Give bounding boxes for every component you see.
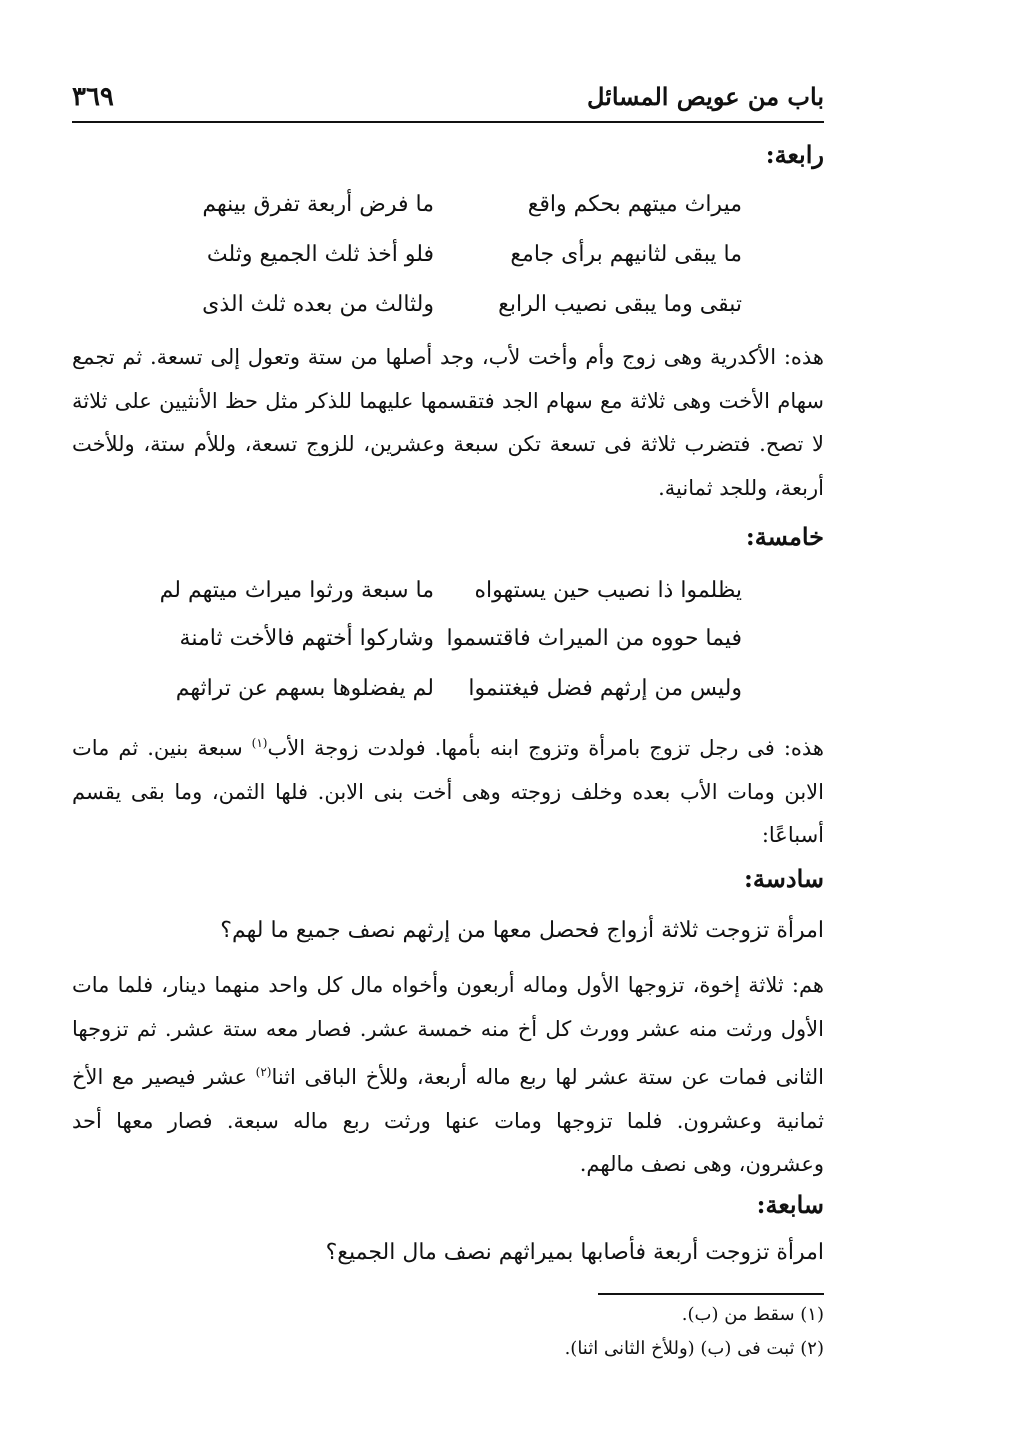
answer-paragraph-sixth: [72, 964, 824, 1187]
footnote-marker: (٢): [255, 1065, 272, 1079]
answer-text: سبعة بنين. ثم مات الابن ومات الأب بعده وخلف زوجته وهى أخت بنى الابن. فلها الثمن، وما بقى يقسم أسباعًا:: [72, 736, 824, 847]
running-title: باب من عويص المسائل: [586, 82, 824, 111]
answer-paragraph-fifth: [72, 722, 824, 858]
verse-line-second: ما يبقى لثانيهم برأى جامع: [510, 242, 742, 267]
riddle-question-seventh: امرأة تزوجت أربعة فأصابها بميراثهم نصف مال الجميع؟: [325, 1240, 824, 1265]
verse-line-first: ولثالث من بعده ثلث الذى: [202, 292, 434, 317]
verse-line-first: ما سبعة ورثوا ميراث ميتهم لم: [159, 578, 434, 603]
section-heading-fourth: رابعة:: [765, 140, 824, 169]
verse-line-second: فيما حووه من الميراث فاقتسموا: [446, 626, 742, 651]
verse-line-second: ميراث ميتهم بحكم واقع: [527, 192, 742, 217]
answer-text: عشر فيصير مع الأخ ثمانية وعشرون. فلما تزوجها ومات عنها ورثت ربع ماله سبعة. فصار معها أحد وعشرون، وهى نصف مالهم.: [72, 1065, 824, 1176]
footnote-marker: (١): [251, 736, 268, 750]
footnote: (١) سقط من (ب).: [681, 1304, 824, 1325]
section-heading-fifth: خامسة:: [745, 522, 824, 551]
answer-text: هم: ثلاثة إخوة، تزوجها الأول وماله أربعون وأخواه مال كل واحد منهما دينار، فلما مات الأول ورثت منه عشر وورث كل أخ منه خمسة عشر. فصار معه ستة عشر. ثم تزوجها الثانى فمات عن ستة عشر لها ربع ماله أربعة، وللأخ الباقى اثنا: [72, 973, 824, 1089]
header-rule: [72, 121, 824, 123]
page-header: [72, 78, 824, 118]
page-number: ٣٦٩: [72, 82, 114, 112]
verse-line-first: لم يفضلوها بسهم عن تراثهم: [175, 676, 434, 701]
section-heading-seventh: سابعة:: [756, 1190, 824, 1219]
footnote-rule: [598, 1293, 824, 1295]
verse-line-second: وليس من إرثهم فضل فيغتنموا: [468, 676, 742, 701]
answer-paragraph-fourth: هذه: الأكدرية وهى زوج وأم وأخت لأب، وجد أصلها من ستة وتعول إلى تسعة. ثم تجمع سهام الأخت وهى ثلاثة مع سهام الجد فتقسمها عليهما للذكر مثل حظ الأنثيين على ثلاثة لا تصح. فتضرب ثلاثة فى تسعة تكن سبعة وعشرين، للزوج تسعة، وللأم ستة، وللأخت أربعة، وللجد ثمانية.: [72, 345, 824, 500]
verse-line-second: يظلموا ذا نصيب حين يستهواه: [474, 578, 742, 603]
footnote: (٢) ثبت فى (ب) (وللأخ الثانى اثنا).: [564, 1338, 824, 1359]
verse-line-first: ما فرض أربعة تفرق بينهم: [202, 192, 434, 217]
section-heading-sixth: سادسة:: [744, 864, 824, 893]
verse-line-first: فلو أخذ ثلث الجميع وثلث: [206, 242, 434, 267]
answer-text: هذه: فى رجل تزوج بامرأة وتزوج ابنه بأمها. فولدت زوجة الأب: [267, 736, 824, 760]
riddle-question-sixth: امرأة تزوجت ثلاثة أزواج فحصل معها من إرثهم نصف جميع ما لهم؟: [220, 918, 824, 943]
verse-line-first: وشاركوا أختهم فالأخت ثامنة: [179, 626, 434, 651]
verse-line-second: تبقى وما يبقى نصيب الرابع: [498, 292, 742, 317]
